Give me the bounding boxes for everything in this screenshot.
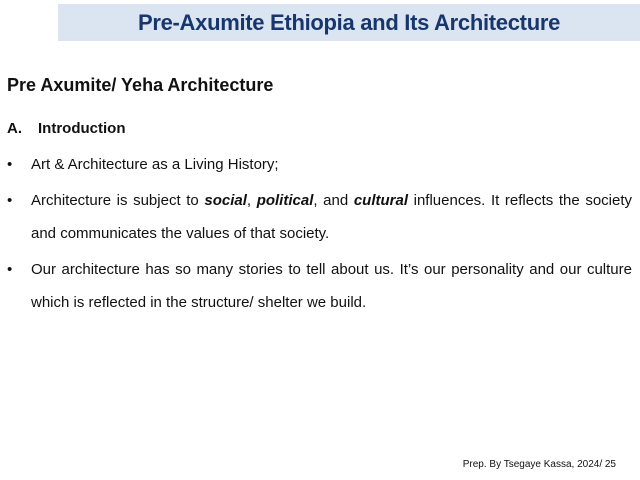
subheading-letter: A. xyxy=(7,120,22,137)
bullet-icon: • xyxy=(7,192,13,209)
bullet-text-part: influences. It reflects the society and communicates the values of that society. xyxy=(31,192,633,242)
bullet-icon: • xyxy=(7,156,13,173)
section-heading: Pre Axumite/ Yeha Architecture xyxy=(7,75,274,95)
bullet-text: Our architecture has so many stories to tell about us. It’s our personality and our culture which is reflected in the structure/ shelter we build. xyxy=(31,261,632,311)
emphasis-political: political xyxy=(256,192,314,209)
bullet-icon: • xyxy=(7,261,13,278)
slide-footer: Prep. By Tsegaye Kassa, 2024/ 25 xyxy=(462,459,616,470)
subheading xyxy=(7,120,125,137)
subheading-label: Introduction xyxy=(38,120,126,137)
emphasis-cultural: cultural xyxy=(353,192,408,209)
bullet-item xyxy=(7,253,632,319)
bullet-item xyxy=(7,184,632,250)
bullet-item xyxy=(7,148,632,181)
bullet-text-part: , xyxy=(246,192,257,209)
bullet-text xyxy=(31,184,632,250)
emphasis-social: social xyxy=(204,192,247,209)
bullet-text-part: Architecture is subject to xyxy=(31,192,205,209)
slide-title: Pre-Axumite Ethiopia and Its Architecture xyxy=(137,9,561,35)
bullet-text-part: , and xyxy=(313,192,354,209)
bullet-text: Art & Architecture as a Living History; xyxy=(31,156,279,173)
